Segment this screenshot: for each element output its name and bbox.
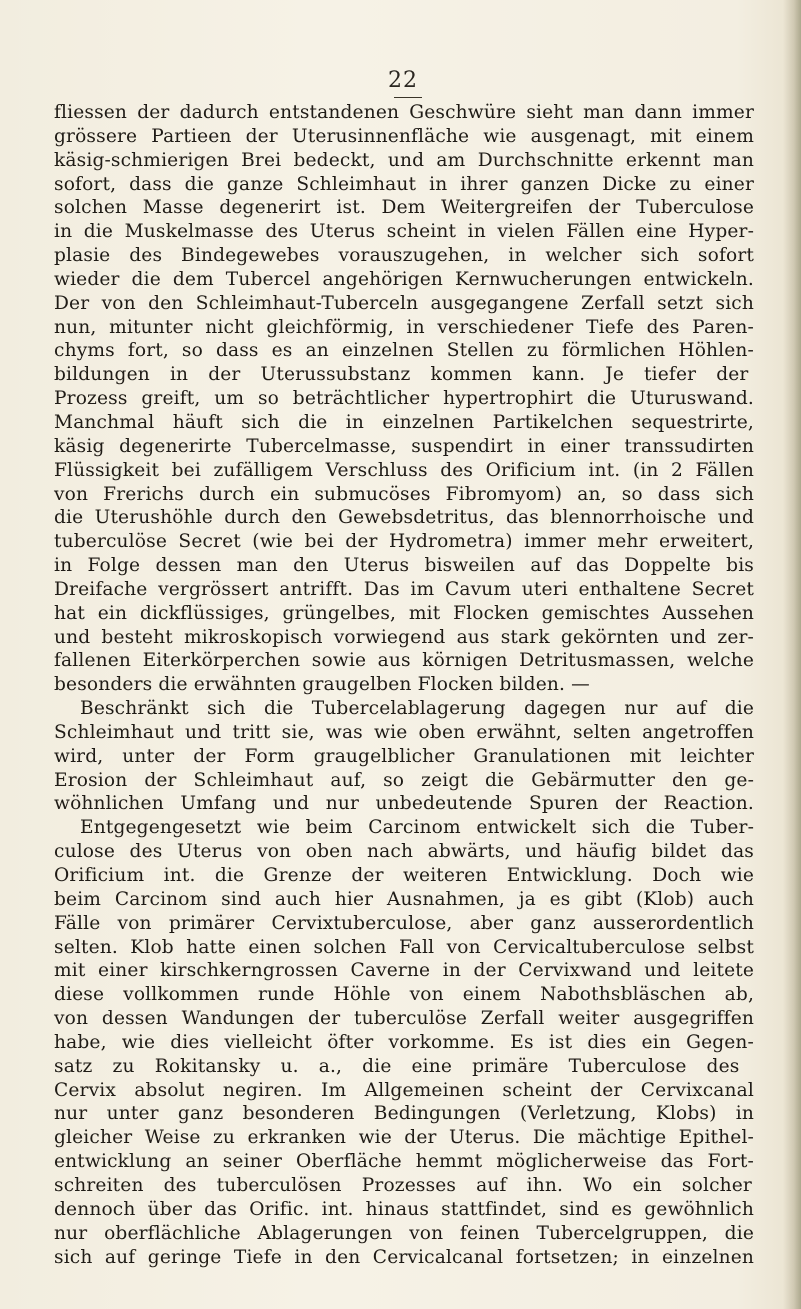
text-line: habe, wie dies vielleicht öfter vorkomme. Es ist dies ein Gegen- xyxy=(54,1031,754,1053)
text-line: in die Muskelmasse des Uterus scheint in vielen Fällen eine Hyper- xyxy=(54,221,754,243)
text-line: besonders die erwähnten graugelben Flocken bilden. — xyxy=(54,674,590,696)
text-line: wöhnlichen Umfang und nur unbedeutende Spuren der Reaction. xyxy=(54,793,754,815)
text-line: sich auf geringe Tiefe in den Cervicalcanal fortsetzen; in einzelnen xyxy=(54,1246,754,1268)
text-line: hat ein dickflüssiges, grüngelbes, mit Flocken gemischtes Aussehen xyxy=(54,602,754,624)
text-line: käsig degenerirte Tubercelmasse, suspendirt in einer transsudirten xyxy=(54,435,754,457)
text-line: nur oberflächliche Ablagerungen von feinen Tubercelgruppen, die xyxy=(54,1222,754,1244)
text-line: Fälle von primärer Cervixtuberculose, aber ganz ausserordentlich xyxy=(54,912,754,934)
text-line: Cervix absolut negiren. Im Allgemeinen scheint der Cervixcanal xyxy=(54,1079,754,1101)
text-line: Erosion der Schleimhaut auf, so zeigt die Gebärmutter den ge- xyxy=(54,769,754,791)
page-number: 22 xyxy=(388,68,418,93)
text-line: Flüssigkeit bei zufälligem Verschluss des Orificium int. (in 2 Fällen xyxy=(54,459,754,481)
text-line: Der von den Schleimhaut-Tuberceln ausgegangene Zerfall setzt sich xyxy=(54,292,754,314)
body-text xyxy=(54,101,754,1269)
text-line: mit einer kirschkerngrossen Caverne in der Cervixwand und leitete xyxy=(54,960,754,982)
text-line: käsig-schmierigen Brei bedeckt, und am Durchschnitte erkennt man xyxy=(54,149,754,171)
text-line: solchen Masse degenerirt ist. Dem Weitergreifen der Tuberculose xyxy=(54,197,754,219)
text-line: sofort, dass die ganze Schleimhaut in ihrer ganzen Dicke zu einer xyxy=(54,173,754,195)
text-line: Entgegengesetzt wie beim Carcinom entwickelt sich die Tuber- xyxy=(80,817,754,839)
page-number-underline xyxy=(394,97,422,98)
text-line: satz zu Rokitansky u. a., die eine primäre Tuberculose des xyxy=(54,1055,740,1077)
text-line: bildungen in der Uterussubstanz kommen kann. Je tiefer der xyxy=(54,364,749,386)
text-line: selten. Klob hatte einen solchen Fall von Cervicaltuberculose selbst xyxy=(54,936,754,958)
page-edge-shadow xyxy=(783,0,801,1309)
text-line: nun, mitunter nicht gleichförmig, in verschiedener Tiefe des Paren- xyxy=(54,316,754,338)
text-line: von Frerichs durch ein submucöses Fibromyom) an, so dass sich xyxy=(54,483,754,505)
text-line: entwicklung an seiner Oberfläche hemmt möglicherweise das Fort- xyxy=(54,1151,754,1173)
text-line: culose des Uterus von oben nach abwärts, und häufig bildet das xyxy=(54,841,754,863)
text-line: schreiten des tuberculösen Prozesses auf ihn. Wo ein solcher xyxy=(54,1174,752,1196)
text-line: Manchmal häuft sich die in einzelnen Partikelchen sequestrirte, xyxy=(54,411,754,433)
text-line: Schleimhaut und tritt sie, was wie oben erwähnt, selten angetroffen xyxy=(54,721,754,743)
text-line: diese vollkommen runde Höhle von einem Nabothsbläschen ab, xyxy=(54,984,754,1006)
text-line: Beschränkt sich die Tubercelablagerung dagegen nur auf die xyxy=(80,698,754,720)
text-line: Dreifache vergrössert antrifft. Das im Cavum uteri enthaltene Secret xyxy=(54,578,754,600)
text-line: wieder die dem Tubercel angehörigen Kernwucherungen entwickeln. xyxy=(54,268,754,290)
text-line: wird, unter der Form graugelblicher Granulationen mit leichter xyxy=(54,745,754,767)
text-line: in Folge dessen man den Uterus bisweilen auf das Doppelte bis xyxy=(54,555,754,577)
text-line: dennoch über das Orific. int. hinaus stattfindet, sind es gewöhnlich xyxy=(54,1198,754,1220)
text-line: grössere Partieen der Uterusinnenfläche wie ausgenagt, mit einem xyxy=(54,125,754,147)
text-line: gleicher Weise zu erkranken wie der Uterus. Die mächtige Epithel- xyxy=(54,1127,754,1149)
text-line: Orificium int. die Grenze der weiteren Entwicklung. Doch wie xyxy=(54,865,754,886)
text-line: chyms fort, so dass es an einzelnen Stellen zu förmlichen Höhlen- xyxy=(54,340,754,362)
text-line: Prozess greift, um so beträchtlicher hypertrophirt die Uturuswand. xyxy=(54,388,754,410)
text-line: tuberculöse Secret (wie bei der Hydrometra) immer mehr erweitert, xyxy=(54,531,754,553)
text-line: und besteht mikroskopisch vorwiegend aus stark gekörnten und zer- xyxy=(54,626,754,648)
text-line: nur unter ganz besonderen Bedingungen (Verletzung, Klobs) in xyxy=(54,1103,754,1125)
text-line: fliessen der dadurch entstandenen Geschwüre sieht man dann immer xyxy=(54,102,754,123)
text-line: von dessen Wandungen der tuberculöse Zerfall weiter ausgegriffen xyxy=(54,1008,754,1030)
text-line: die Uterushöhle durch den Gewebsdetritus, das blennorrhoische und xyxy=(54,507,754,529)
text-line: plasie des Bindegewebes vorauszugehen, in welcher sich sofort xyxy=(54,245,754,267)
text-line: fallenen Eiterkörperchen sowie aus körnigen Detritusmassen, welche xyxy=(54,650,754,672)
text-line: beim Carcinom sind auch hier Ausnahmen, ja es gibt (Klob) auch xyxy=(54,888,754,910)
